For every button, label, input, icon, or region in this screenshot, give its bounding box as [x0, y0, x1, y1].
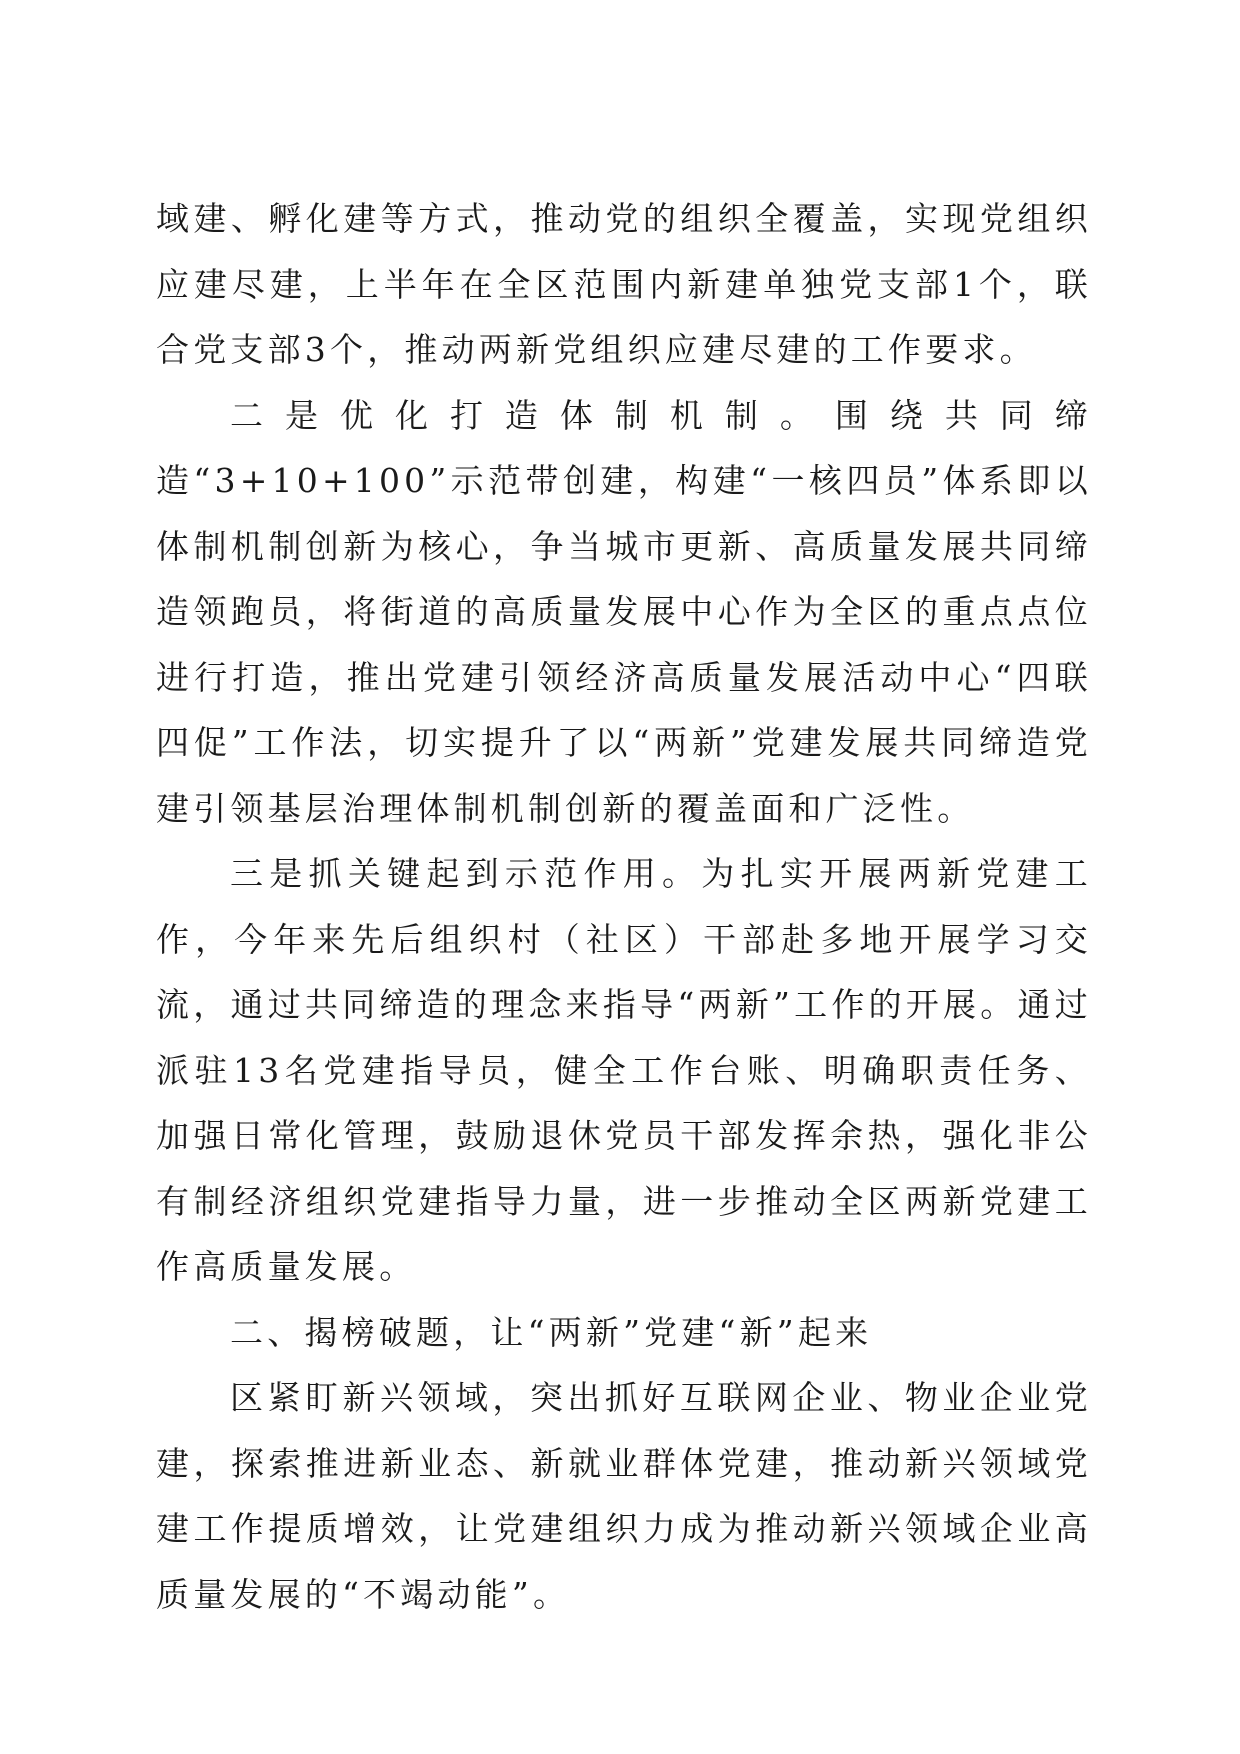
paragraph-continuation: 域建、孵化建等方式，推动党的组织全覆盖，实现党组织应建尽建，上半年在全区范围内新建单独党支部1个，联合党支部3个，推动两新党组织应建尽建的工作要求。: [156, 199, 1092, 369]
paragraph-demonstration-role: 三是抓关键起到示范作用。为扎实开展两新党建工作，今年来先后组织村（社区）干部赴多地开展学习交流，通过共同缔造的理念来指导“两新”工作的开展。通过派驻13名党建指导员，健全工作台账、明确职责任务、加强日常化管理，鼓励退休党员干部发挥余热，强化非公有制经济组织党建指导力量，进一步推动全区两新党建工作高质量发展。: [156, 854, 1092, 1286]
section-heading: 二、揭榜破题，让“两新”党建“新”起来: [230, 1312, 873, 1352]
paragraph-optimize-system: 二是优化打造体制机制。围绕共同缔造“3+10+100”示范带创建，构建“一核四员”体系即以体制机制创新为核心，争当城市更新、高质量发展共同缔造领跑员，将街道的高质量发展中心作为全区的重点点位进行打造，推出党建引领经济高质量发展活动中心“四联四促”工作法，切实提升了以“两新”党建发展共同缔造党建引领基层治理体制机制创新的覆盖面和广泛性。: [156, 395, 1092, 828]
paragraph-emerging-fields: 区紧盯新兴领域，突出抓好互联网企业、物业企业党建，探索推进新业态、新就业群体党建，推动新兴领域党建工作提质增效，让党建组织力成为推动新兴领域企业高质量发展的“不竭动能”。: [156, 1378, 1092, 1614]
document-body: [156, 186, 1092, 1627]
